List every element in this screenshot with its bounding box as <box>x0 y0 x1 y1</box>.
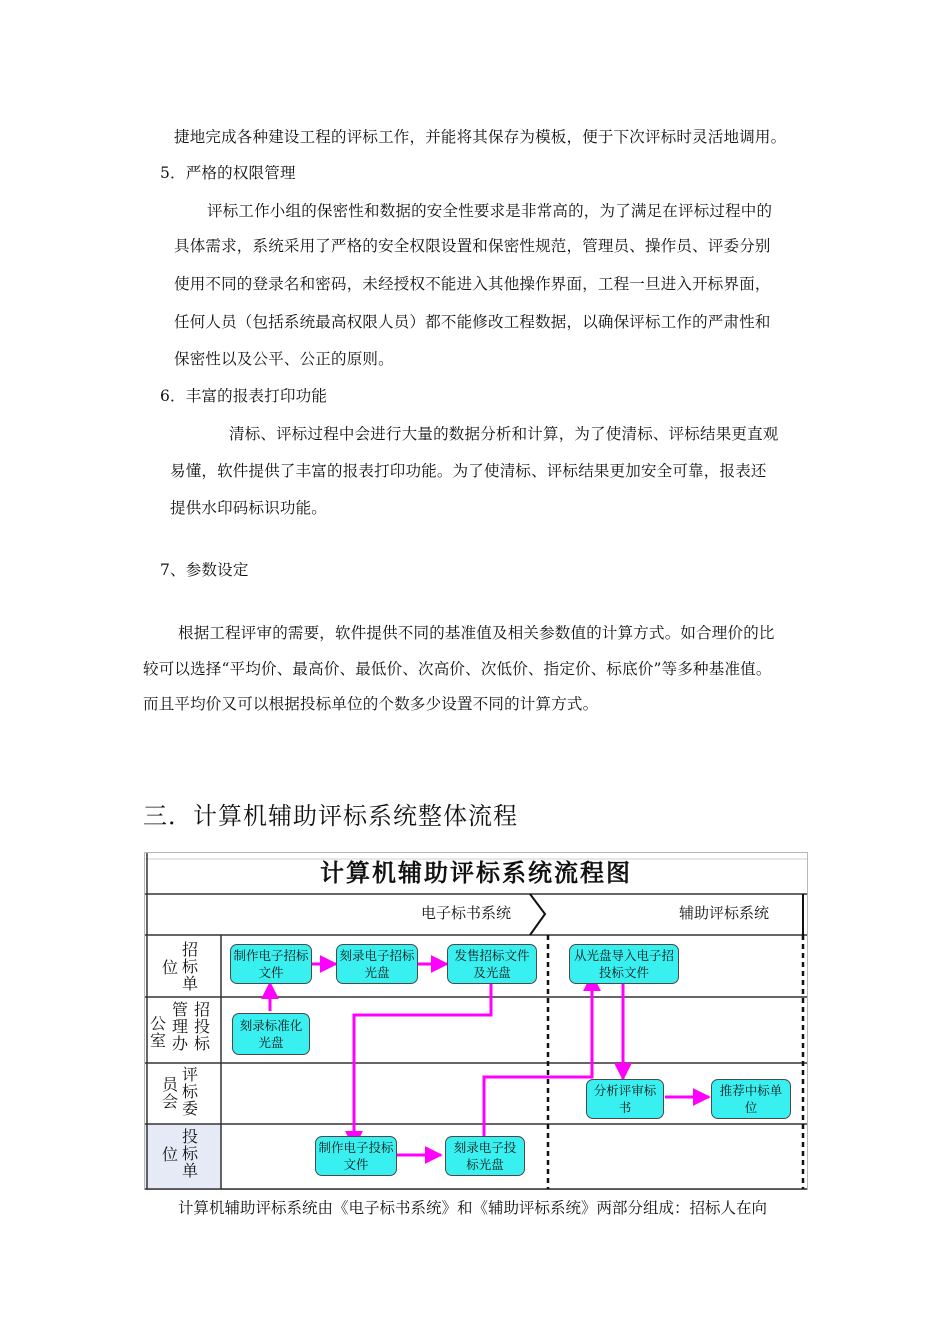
lane-label-col: 公室 <box>149 1014 166 1050</box>
lane-label-col: 招标单 <box>181 940 198 993</box>
lane-label-col: 位 <box>161 958 178 977</box>
lane-label-tender-org <box>157 1128 217 1186</box>
item-7-line: 根据工程评审的需要，软件提供不同的基准值及相关参数值的计算方式。如合理价的比 <box>178 624 775 642</box>
item-6-line: 清标、评标过程中会进行大量的数据分析和计算，为了使清标、评标结果更直观 <box>229 425 779 443</box>
item-5-line: 保密性以及公平、公正的原则。 <box>174 350 394 368</box>
item-6-line: 提供水印码标识功能。 <box>170 499 328 517</box>
item-5-line: 具体需求，系统采用了严格的安全权限设置和保密性规范，管理员、操作员、评委分别 <box>174 237 771 255</box>
caption: 计算机辅助评标系统由《电子标书系统》和《辅助评标系统》两部分组成：招标人在向 <box>178 1199 768 1217</box>
item-5-line: 任何人员（包括系统最高权限人员）都不能修改工程数据，以确保评标工作的严肃性和 <box>174 313 771 331</box>
node-make-tender-file: 制作电子招标文件 <box>230 944 312 984</box>
section-heading: 三．计算机辅助评标系统整体流程 <box>143 802 518 830</box>
item-5-title: 5．严格的权限管理 <box>160 164 296 182</box>
flowchart-title: 计算机辅助评标系统流程图 <box>320 859 632 887</box>
node-recommend-winner: 推荐中标单位 <box>711 1079 791 1119</box>
system-label-left: 电子标书系统 <box>421 904 512 922</box>
flow-arrows <box>270 964 709 1155</box>
system-label-right: 辅助评标系统 <box>679 904 770 922</box>
lane-label-committee <box>157 1066 217 1122</box>
lane-label-col: 员会 <box>161 1075 178 1111</box>
item-6-line: 易懂，软件提供了丰富的报表打印功能。为了使清标、评标结果更加安全可靠，报表还 <box>170 462 767 480</box>
item-5-line: 评标工作小组的保密性和数据的安全性要求是非常高的，为了满足在评标过程中的 <box>207 202 773 220</box>
lane-label-col: 招投标 <box>193 1000 210 1053</box>
lane-label-col: 投标单 <box>181 1127 198 1180</box>
item-5-line: 使用不同的登录名和密码，未经授权不能进入其他操作界面，工程一旦进入开标界面， <box>174 275 771 293</box>
item-7-title: 7、参数设定 <box>160 561 249 579</box>
node-analyze-bids: 分析评审标书 <box>586 1079 664 1119</box>
lane-label-col: 位 <box>161 1145 178 1164</box>
node-make-bid-file: 制作电子投标文件 <box>315 1136 397 1176</box>
node-sell-tender-files: 发售招标文件及光盘 <box>447 944 537 984</box>
node-burn-bid-disc: 刻录电子投标光盘 <box>445 1136 525 1176</box>
lane-label-admin-office <box>149 1001 219 1061</box>
node-burn-tender-disc: 刻录电子招标光盘 <box>336 944 418 984</box>
item-6-title: 6．丰富的报表打印功能 <box>160 387 328 405</box>
node-burn-standard-disc: 刻录标准化光盘 <box>232 1013 310 1055</box>
lane-label-col: 管理办 <box>171 1000 188 1053</box>
lane-label-bidder-org <box>157 941 217 995</box>
flowchart <box>143 851 809 1191</box>
item-7-line: 较可以选择“平均价、最高价、最低价、次高价、次低价、指定价、标底价”等多种基准值。 <box>143 660 772 678</box>
item-7-line: 而且平均价又可以根据投标单位的个数多少设置不同的计算方式。 <box>143 695 599 713</box>
lane-label-col: 评标委 <box>181 1065 198 1118</box>
paragraph-continuation: 捷地完成各种建设工程的评标工作，并能将其保存为模板，便于下次评标时灵活地调用。 <box>174 128 787 146</box>
node-import-from-disc: 从光盘导入电子招投标文件 <box>569 944 679 984</box>
